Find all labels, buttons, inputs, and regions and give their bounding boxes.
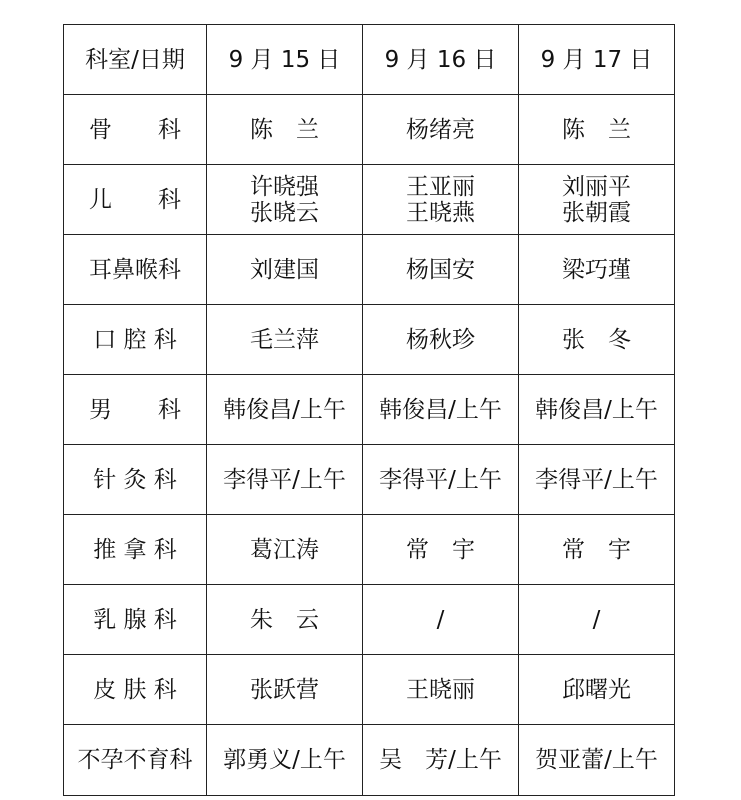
- header-cell-date: 9 月 17 日: [519, 25, 675, 95]
- doctor-name: 王亚丽: [406, 173, 475, 200]
- doctor-cell: 韩俊昌/上午: [363, 375, 519, 445]
- doctor-cell: 杨秋珍: [363, 305, 519, 375]
- doctor-cell: 韩俊昌/上午: [207, 375, 363, 445]
- header-cell-date: 9 月 16 日: [363, 25, 519, 95]
- doctor-cell: [363, 165, 519, 235]
- table-row: [64, 585, 675, 655]
- doctor-cell: 杨绪亮: [363, 95, 519, 165]
- doctor-cell: 葛江涛: [207, 515, 363, 585]
- doctor-cell: 张 冬: [519, 305, 675, 375]
- doctor-name: 许晓强: [250, 173, 319, 200]
- table-row: [64, 445, 675, 515]
- doctor-cell: [207, 165, 363, 235]
- doctor-cell: 常 宇: [363, 515, 519, 585]
- doctor-cell: [519, 165, 675, 235]
- header-cell-department-date: 科室/日期: [64, 25, 207, 95]
- doctor-name: 王晓燕: [406, 199, 475, 226]
- doctor-cell: 梁巧瑾: [519, 235, 675, 305]
- department-cell: 针 灸 科: [64, 445, 207, 515]
- doctor-cell: 杨国安: [363, 235, 519, 305]
- doctor-cell: 朱 云: [207, 585, 363, 655]
- doctor-cell: 李得平/上午: [363, 445, 519, 515]
- table-row: [64, 515, 675, 585]
- doctor-cell: 常 宇: [519, 515, 675, 585]
- doctor-cell: 邱曙光: [519, 655, 675, 725]
- department-cell: 皮 肤 科: [64, 655, 207, 725]
- doctor-name: 张朝霞: [562, 199, 631, 226]
- department-cell: 推 拿 科: [64, 515, 207, 585]
- doctor-cell: 张跃营: [207, 655, 363, 725]
- doctor-cell: 陈 兰: [207, 95, 363, 165]
- doctor-cell: 刘建国: [207, 235, 363, 305]
- department-cell: 不孕不育科: [64, 725, 207, 796]
- doctor-cell: 贺亚蕾/上午: [519, 725, 675, 796]
- doctor-cell: 李得平/上午: [519, 445, 675, 515]
- header-cell-date: 9 月 15 日: [207, 25, 363, 95]
- table-row: [64, 305, 675, 375]
- doctor-cell: /: [519, 585, 675, 655]
- doctor-name: 刘丽平: [562, 173, 631, 200]
- doctor-cell: 郭勇义/上午: [207, 725, 363, 796]
- table-row: [64, 165, 675, 235]
- duty-schedule-table: [63, 24, 675, 796]
- table-row: [64, 725, 675, 796]
- table-row: [64, 235, 675, 305]
- doctor-cell: /: [363, 585, 519, 655]
- doctor-cell: 韩俊昌/上午: [519, 375, 675, 445]
- doctor-cell: 吴 芳/上午: [363, 725, 519, 796]
- department-cell: 骨 科: [64, 95, 207, 165]
- department-cell: 儿 科: [64, 165, 207, 235]
- doctor-name: 张晓云: [250, 199, 319, 226]
- doctor-cell: 陈 兰: [519, 95, 675, 165]
- department-cell: 男 科: [64, 375, 207, 445]
- department-cell: 乳 腺 科: [64, 585, 207, 655]
- department-cell: 口 腔 科: [64, 305, 207, 375]
- header-row: [64, 25, 675, 95]
- doctor-cell: 王晓丽: [363, 655, 519, 725]
- table-row: [64, 375, 675, 445]
- table-row: [64, 95, 675, 165]
- table-row: [64, 655, 675, 725]
- department-cell: 耳鼻喉科: [64, 235, 207, 305]
- doctor-cell: 毛兰萍: [207, 305, 363, 375]
- doctor-cell: 李得平/上午: [207, 445, 363, 515]
